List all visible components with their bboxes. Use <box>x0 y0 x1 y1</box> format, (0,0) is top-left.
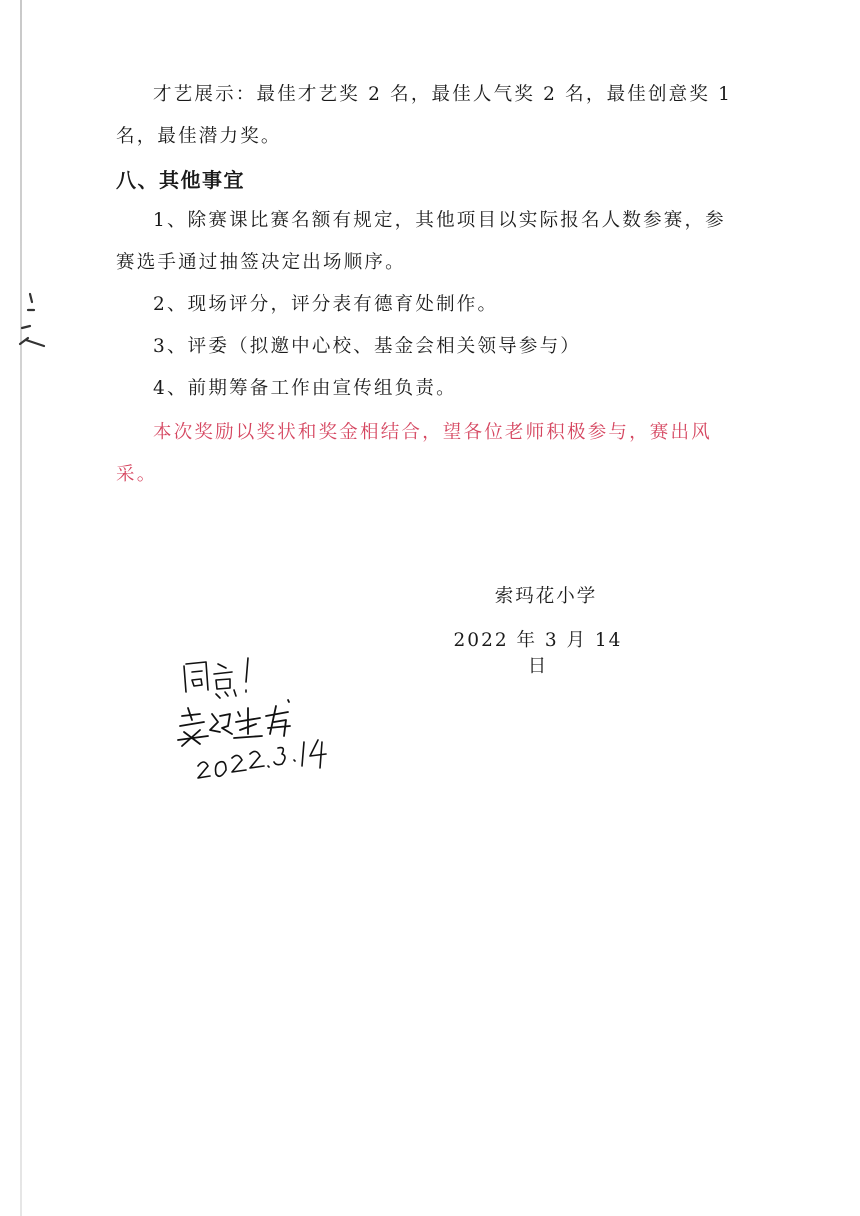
signing-organization: 索玛花小学 <box>494 586 598 607</box>
section-heading-other-matters: 八、其他事宜 <box>116 168 245 192</box>
scan-artifact-mark <box>8 288 54 358</box>
item-1-paragraph: 1、除赛课比赛名额有规定，其他项目以实际报名人数参赛，参赛选手通过抽签决定出场顺序。 <box>116 210 726 273</box>
scan-edge-line <box>20 0 22 1216</box>
item-3-paragraph: 3、评委（拟邀中心校、基金会相关领导参与） <box>153 336 581 357</box>
signing-date: 2022 年 3 月 14 日 <box>453 630 623 677</box>
item-2-paragraph: 2、现场评分，评分表有德育处制作。 <box>153 294 499 315</box>
handwritten-approval-signature <box>170 650 340 790</box>
item-4-paragraph: 4、前期筹备工作由宣传组负责。 <box>153 378 457 399</box>
talent-awards-paragraph: 才艺展示：最佳才艺奖 2 名，最佳人气奖 2 名，最佳创意奖 1 名，最佳潜力奖。 <box>116 84 733 147</box>
closing-note-paragraph: 本次奖励以奖状和奖金相结合，望各位老师积极参与，赛出风采。 <box>116 422 712 485</box>
